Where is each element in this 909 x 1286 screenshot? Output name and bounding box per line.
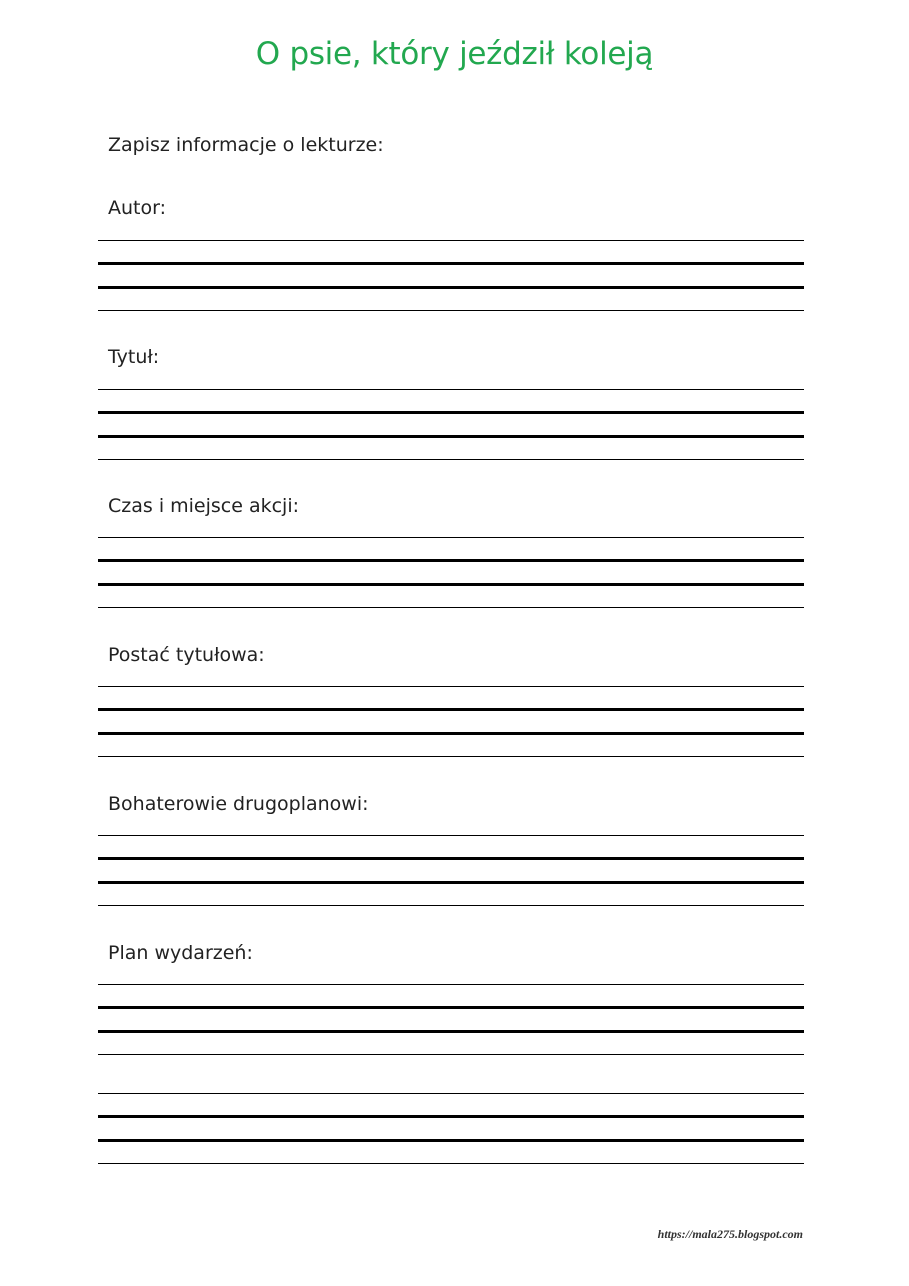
writing-line [98, 756, 804, 757]
writing-line [98, 881, 804, 884]
writing-line [98, 286, 804, 289]
writing-line [98, 459, 804, 460]
writing-line [98, 857, 804, 860]
writing-line [98, 240, 804, 241]
writing-line [98, 583, 804, 586]
field-label-secondary-characters: Bohaterowie drugoplanowi: [108, 793, 369, 815]
field-label-title-character: Postać tytułowa: [108, 644, 265, 666]
writing-line [98, 310, 804, 311]
writing-line [98, 732, 804, 735]
writing-lines-secondary-characters[interactable] [98, 835, 804, 906]
writing-line [98, 1054, 804, 1055]
footer-url: https://mala275.blogspot.com [657, 1227, 803, 1241]
field-label-title: Tytuł: [108, 346, 160, 368]
writing-lines-author[interactable] [98, 240, 804, 311]
writing-line [98, 1093, 804, 1094]
writing-line [98, 262, 804, 265]
writing-lines-plot-plan-2[interactable] [98, 1093, 804, 1164]
intro-instruction: Zapisz informacje o lekturze: [108, 134, 384, 156]
writing-line [98, 389, 804, 390]
field-label-author: Autor: [108, 197, 166, 219]
writing-line [98, 559, 804, 562]
page-title: O psie, który jeździł koleją [255, 36, 654, 72]
writing-line [98, 984, 804, 985]
writing-line [98, 1163, 804, 1164]
field-label-time-place: Czas i miejsce akcji: [108, 495, 300, 517]
writing-line [98, 1006, 804, 1009]
writing-line [98, 835, 804, 836]
writing-lines-plot-plan-1[interactable] [98, 984, 804, 1055]
writing-line [98, 686, 804, 687]
writing-line [98, 708, 804, 711]
writing-line [98, 411, 804, 414]
writing-line [98, 435, 804, 438]
writing-lines-title-character[interactable] [98, 686, 804, 757]
writing-line [98, 1030, 804, 1033]
writing-line [98, 1115, 804, 1118]
field-label-plot-plan: Plan wydarzeń: [108, 942, 253, 964]
writing-lines-title[interactable] [98, 389, 804, 460]
writing-line [98, 607, 804, 608]
writing-lines-time-place[interactable] [98, 537, 804, 608]
writing-line [98, 537, 804, 538]
writing-line [98, 1139, 804, 1142]
writing-line [98, 905, 804, 906]
